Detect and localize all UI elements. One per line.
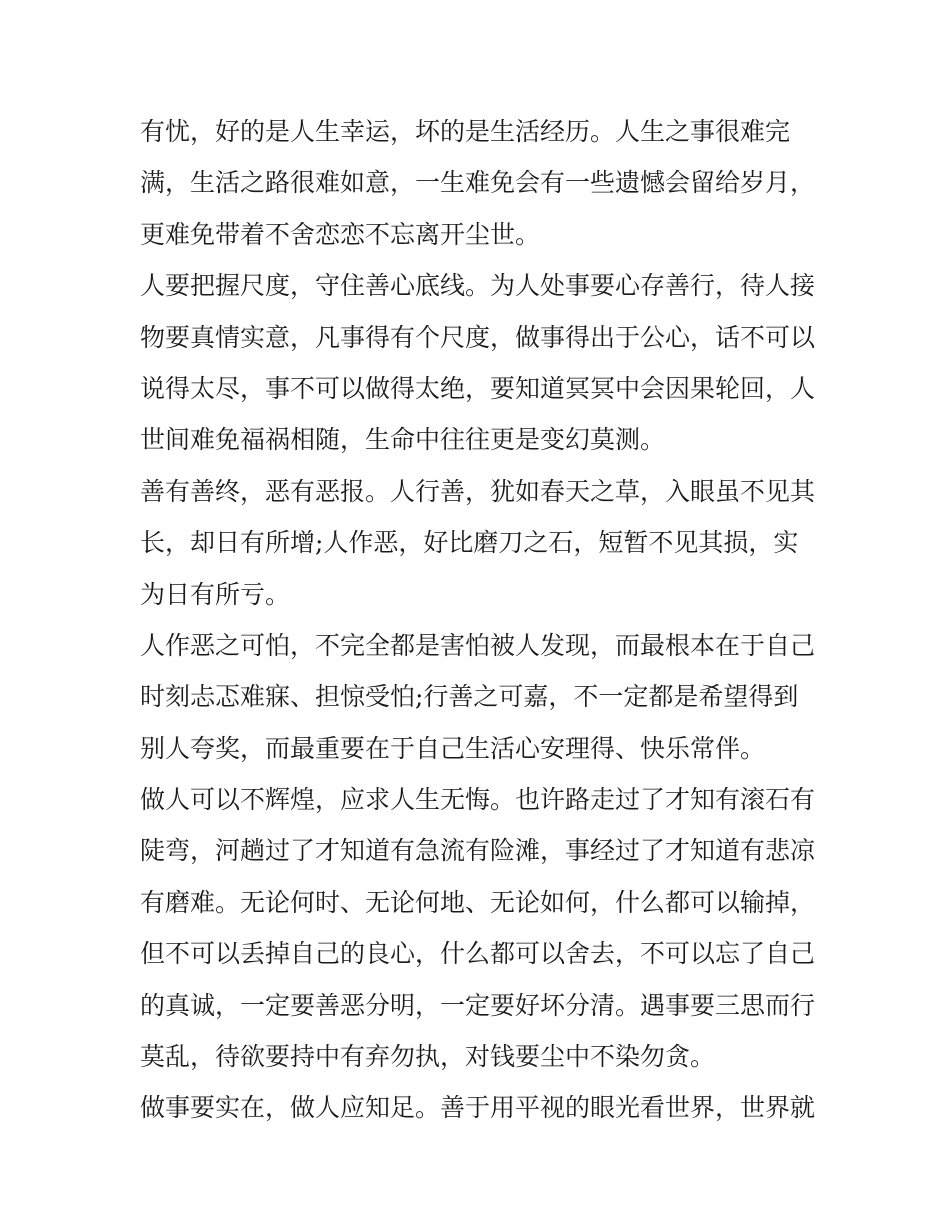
text-line: 时刻忐忑难寐、担惊受怕;行善之可嘉，不一定都是希望得到 xyxy=(140,682,799,712)
text-line: 长，却日有所增;人作恶，好比磨刀之石，短暂不见其损，实 xyxy=(140,528,799,558)
text-line: 莫乱，待欲要持中有弃勿执，对钱要尘中不染勿贪。 xyxy=(140,1042,716,1072)
text-line: 更难免带着不舍恋恋不忘离开尘世。 xyxy=(140,219,541,249)
text-line: 善有善终，恶有恶报。人行善，犹如春天之草，入眼虽不见其 xyxy=(140,476,816,506)
text-line: 有磨难。无论何时、无论何地、无论如何，什么都可以输掉， xyxy=(140,887,816,917)
text-line: 人作恶之可怕，不完全都是害怕被人发现，而最根本在于自己 xyxy=(140,630,816,660)
text-line: 做事要实在，做人应知足。善于用平视的眼光看世界，世界就 xyxy=(140,1093,816,1123)
text-line: 有忧，好的是人生幸运，坏的是生活经历。人生之事很难完 xyxy=(140,117,791,146)
text-line: 的真诚，一定要善恶分明，一定要好坏分清。遇事要三思而行 xyxy=(140,990,816,1020)
text-line: 别人夸奖，而最重要在于自己生活心安理得、快乐常伴。 xyxy=(140,733,766,763)
body-text xyxy=(140,106,820,1134)
text-line: 陡弯，河趟过了才知道有急流有险滩，事经过了才知道有悲凉 xyxy=(140,836,816,866)
text-line: 世间难免福祸相随，生命中往往更是变幻莫测。 xyxy=(140,425,666,455)
text-line: 为日有所亏。 xyxy=(140,579,291,609)
text-line: 做人可以不辉煌，应求人生无悔。也许路走过了才知有滚石有 xyxy=(140,785,816,815)
text-line: 但不可以丢掉自己的良心，什么都可以舍去，不可以忘了自己 xyxy=(140,939,816,969)
text-line: 人要把握尺度，守住善心底线。为人处事要心存善行，待人接 xyxy=(140,271,816,301)
text-line: 满，生活之路很难如意，一生难免会有一些遗憾会留给岁月， xyxy=(140,168,816,198)
text-line: 说得太尽，事不可以做得太绝，要知道冥冥中会因果轮回，人 xyxy=(140,373,816,403)
text-line: 物要真情实意，凡事得有个尺度，做事得出于公心，话不可以 xyxy=(140,322,816,352)
